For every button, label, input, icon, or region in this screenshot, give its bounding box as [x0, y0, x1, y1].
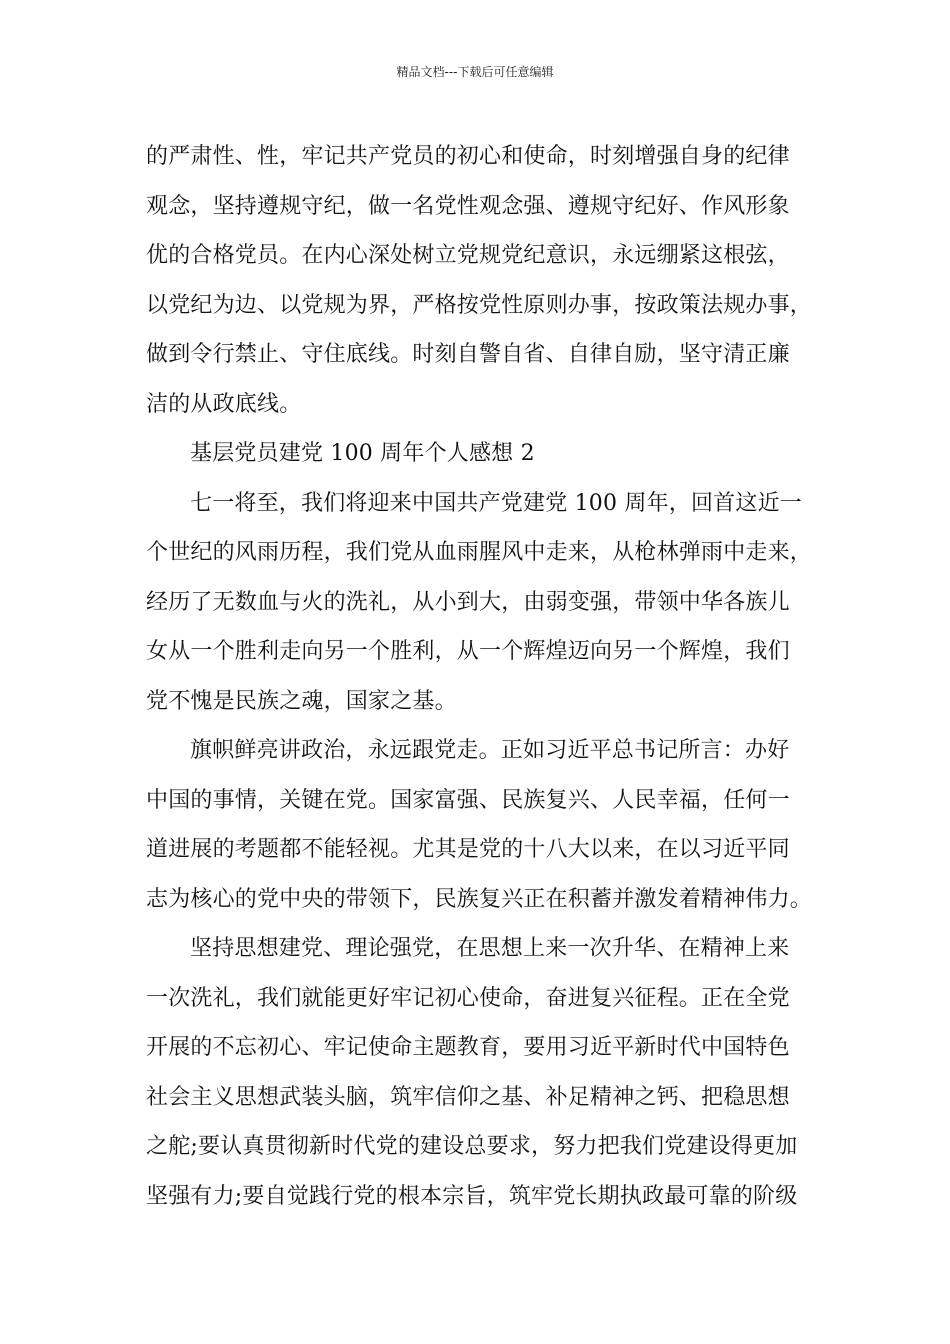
section-heading: 基层党员建党 100 周年个人感想 2: [190, 441, 535, 466]
text-line: 坚强有力;要自觉践行党的根本宗旨，筑牢党长期执政最可靠的阶级: [146, 1183, 798, 1209]
text-line: 的严肃性、性，牢记共产党员的初心和使命，时刻增强自身的纪律: [146, 144, 790, 169]
text-line: 经历了无数血与火的洗礼，从小到大，由弱变强，带领中华各族儿: [146, 589, 790, 615]
text-line: 女从一个胜利走向另一个胜利，从一个辉煌迈向另一个辉煌，我们: [146, 639, 790, 664]
text-line: 优的合格党员。在内心深处树立党规党纪意识，永远绷紧这根弦，: [146, 243, 790, 268]
text-line: 七一将至，我们将迎来中国共产党建党 100 周年，回首这近一: [190, 490, 802, 516]
text-line: 社会主义思想武装头脑，筑牢信仰之基、补足精神之钙、把稳思想: [146, 1084, 790, 1110]
text-line: 观念，坚持遵规守纪，做一名党性观念强、遵规守纪好、作风形象: [146, 193, 790, 219]
text-line: 以党纪为边、以党规为界，严格按党性原则办事，按政策法规办事，: [146, 292, 813, 318]
text-line: 洁的从政底线。: [146, 391, 302, 417]
text-line: 旗帜鲜亮讲政治，永远跟党走。正如习近平总书记所言：办好: [190, 738, 790, 763]
text-line: 中国的事情，关键在党。国家富强、民族复兴、人民幸福，任何一: [146, 787, 790, 813]
text-line: 个世纪的风雨历程，我们党从血雨腥风中走来，从枪林弹雨中走来，: [146, 540, 813, 565]
text-line: 道进展的考题都不能轻视。尤其是党的十八大以来，在以习近平同: [146, 837, 790, 862]
document-body: [146, 132, 813, 1221]
text-line: 坚持思想建党、理论强党，在思想上来一次升华、在精神上来: [190, 936, 790, 961]
text-line: 做到令行禁止、守住底线。时刻自警自省、自律自励，坚守清正廉: [146, 342, 790, 367]
page-header: 精品文档---下载后可任意编辑: [396, 65, 554, 79]
text-line: 志为核心的党中央的带领下，民族复兴正在积蓄并激发着精神伟力。: [146, 886, 813, 912]
text-line: 之舵;要认真贯彻新时代党的建设总要求，努力把我们党建设得更加: [146, 1134, 798, 1159]
text-line: 开展的不忘初心、牢记使命主题教育，要用习近平新时代中国特色: [146, 1035, 790, 1060]
text-line: 党不愧是民族之魂，国家之基。: [146, 688, 457, 714]
text-line: 一次洗礼，我们就能更好牢记初心使命，奋进复兴征程。正在全党: [146, 985, 790, 1011]
